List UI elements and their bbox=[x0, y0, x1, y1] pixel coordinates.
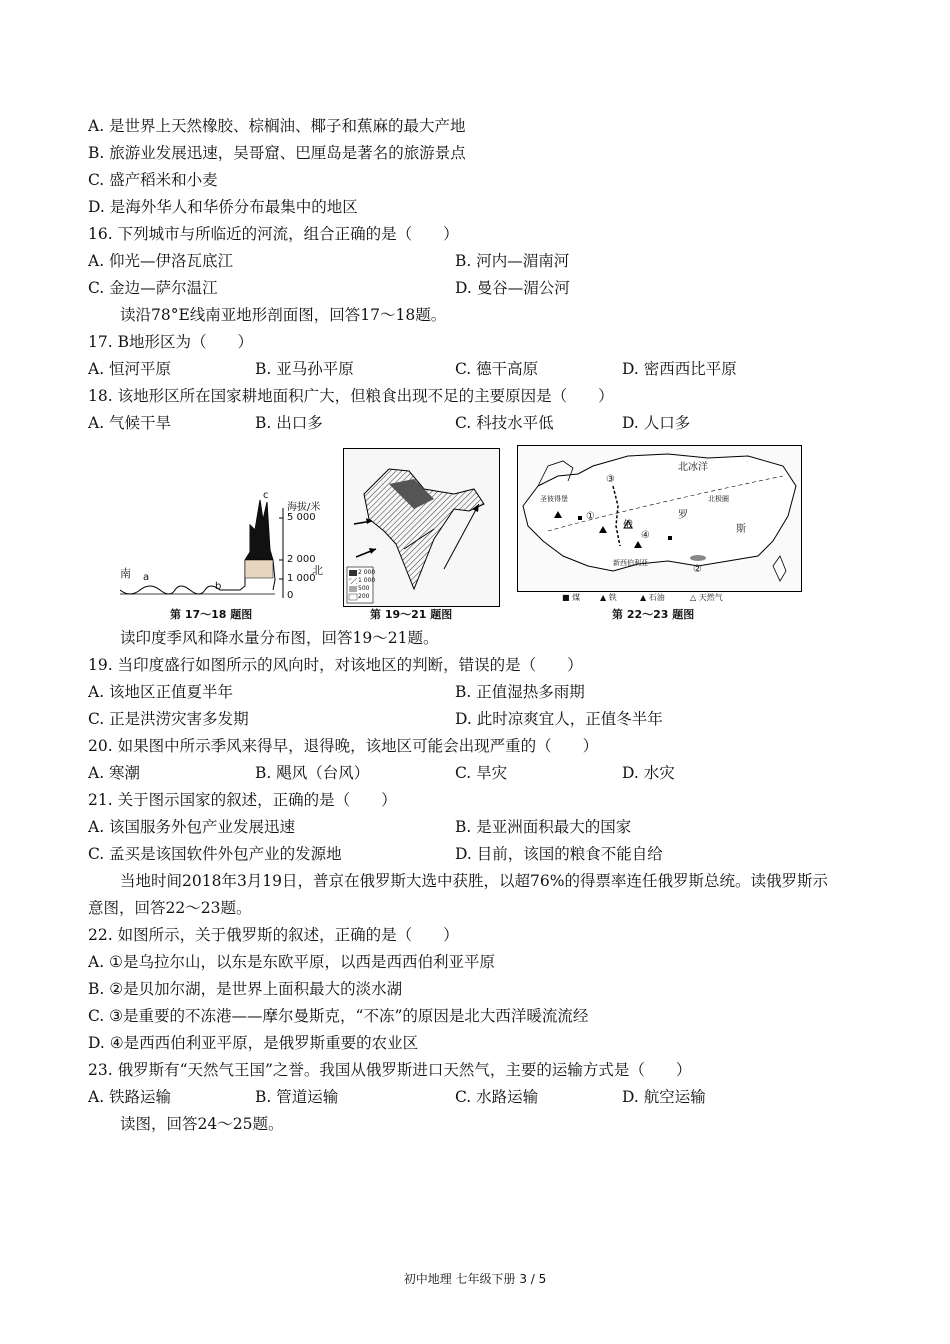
q23-option-a: A. 铁路运输 bbox=[88, 1088, 172, 1106]
label-c: c bbox=[263, 490, 269, 501]
tick-0: 0 bbox=[287, 590, 294, 601]
legend-coal: ■ 煤 bbox=[562, 593, 581, 602]
q23-option-d: D. 航空运输 bbox=[622, 1088, 706, 1106]
q22-option-b: B. ②是贝加尔湖，是世界上面积最大的淡水湖 bbox=[88, 980, 403, 998]
q20-option-d: D. 水灾 bbox=[622, 764, 675, 782]
q19-option-a: A. 该地区正值夏半年 bbox=[88, 683, 234, 701]
q23-stem: 23. 俄罗斯有“天然气王国”之誉。我国从俄罗斯进口天然气，主要的运输方式是（ ） bbox=[88, 1061, 692, 1079]
q19-option-c: C. 正是洪涝灾害多发期 bbox=[88, 710, 249, 728]
marker-4: ④ bbox=[641, 530, 650, 541]
russia-char-2: 罗 bbox=[678, 510, 688, 521]
legend-1000: 1 000 bbox=[358, 577, 376, 584]
q21-option-c: C. 孟买是该国软件外包产业的发源地 bbox=[88, 845, 342, 863]
q21-stem: 21. 关于图示国家的叙述，正确的是（ ） bbox=[88, 791, 397, 809]
page-footer: 初中地理 七年级下册 3 / 5 bbox=[403, 1272, 547, 1286]
q15-option-c: C. 盛产稻米和小麦 bbox=[88, 171, 218, 189]
q22-option-a: A. ①是乌拉尔山，以东是东欧平原，以西是西西伯利亚平原 bbox=[88, 953, 495, 971]
q23-option-b: B. 管道运输 bbox=[255, 1088, 339, 1106]
caption-22-23: 第 22～23 题图 bbox=[612, 608, 695, 621]
tick-1000: 1 000 bbox=[287, 573, 316, 584]
q16-option-d: D. 曼谷—湄公河 bbox=[455, 279, 570, 297]
q20-option-a: A. 寒潮 bbox=[88, 764, 141, 782]
q16-option-c: C. 金边—萨尔温江 bbox=[88, 279, 218, 297]
caption-19-21: 第 19～21 题图 bbox=[370, 608, 453, 621]
q18-option-a: A. 气候干旱 bbox=[88, 414, 172, 432]
south-label: 南 bbox=[120, 567, 131, 580]
q16-stem: 16. 下列城市与所临近的河流，组合正确的是（ ） bbox=[88, 225, 459, 243]
legend-2000: 2 000 bbox=[358, 569, 376, 576]
marker-2: ② bbox=[693, 564, 702, 575]
q22-option-d: D. ④是西西伯利亚平原，是俄罗斯重要的农业区 bbox=[88, 1034, 419, 1052]
q18-option-c: C. 科技水平低 bbox=[455, 414, 554, 432]
tick-5000: 5 000 bbox=[287, 512, 316, 523]
spb-label: 圣彼得堡 bbox=[540, 495, 568, 503]
q15-option-b: B. 旅游业发展迅速，吴哥窟、巴厘岛是著名的旅游景点 bbox=[88, 144, 466, 162]
q21-option-d: D. 目前，该国的粮食不能自给 bbox=[455, 845, 663, 863]
marker-1: ① bbox=[586, 511, 595, 522]
terrain-profile-figure bbox=[115, 490, 335, 605]
intro-24: 读图，回答24～25题。 bbox=[120, 1115, 284, 1133]
russia-map-graphic bbox=[518, 446, 801, 591]
q22-stem: 22. 如图所示，关于俄罗斯的叙述，正确的是（ ） bbox=[88, 926, 459, 944]
intro-19: 读印度季风和降水量分布图，回答19～21题。 bbox=[120, 629, 439, 647]
q17-option-b: B. 亚马孙平原 bbox=[255, 360, 354, 378]
q19-option-d: D. 此时凉爽宜人，正值冬半年 bbox=[455, 710, 663, 728]
legend-gas: △ 天然气 bbox=[690, 593, 723, 602]
label-b: b bbox=[215, 581, 222, 592]
q17-option-c: C. 德干高原 bbox=[455, 360, 539, 378]
marker-3: ③ bbox=[606, 474, 615, 485]
novosibirsk-label: 新西伯利亚 bbox=[613, 559, 648, 567]
north-label: 北 bbox=[312, 564, 323, 577]
arctic-circle-label: 北极圈 bbox=[708, 495, 729, 503]
q19-option-b: B. 正值湿热多雨期 bbox=[455, 683, 585, 701]
q20-option-b: B. 飓风（台风） bbox=[255, 764, 370, 782]
q18-option-b: B. 出口多 bbox=[255, 414, 323, 432]
q23-option-c: C. 水路运输 bbox=[455, 1088, 539, 1106]
legend-500: 500 bbox=[358, 585, 370, 592]
intro-22-line2: 意图，回答22～23题。 bbox=[88, 899, 252, 917]
q16-option-a: A. 仰光—伊洛瓦底江 bbox=[88, 252, 234, 270]
russia-map bbox=[517, 445, 802, 592]
legend-iron: ▲ 铁 bbox=[600, 593, 617, 602]
q17-option-d: D. 密西西比平原 bbox=[622, 360, 737, 378]
q16-option-b: B. 河内—湄南河 bbox=[455, 252, 570, 270]
y-axis-label: 海拔/米 bbox=[287, 502, 321, 513]
q19-stem: 19. 当印度盛行如图所示的风向时，对该地区的判断，错误的是（ ） bbox=[88, 656, 583, 674]
q15-option-d: D. 是海外华人和华侨分布最集中的地区 bbox=[88, 198, 358, 216]
q18-option-d: D. 人口多 bbox=[622, 414, 691, 432]
q21-option-a: A. 该国服务外包产业发展迅速 bbox=[88, 818, 296, 836]
q22-option-c: C. ③是重要的不冻港——摩尔曼斯克，“不冻”的原因是北大西洋暖流流经 bbox=[88, 1007, 589, 1025]
russia-char-3: 斯 bbox=[736, 524, 746, 535]
tick-2000: 2 000 bbox=[287, 554, 316, 565]
caption-17-18: 第 17～18 题图 bbox=[170, 608, 253, 621]
intro-17: 读沿78°E线南亚地形剖面图，回答17～18题。 bbox=[120, 306, 447, 324]
intro-22-line1: 当地时间2018年3月19日，普京在俄罗斯大选中获胜，以超76%的得票率连任俄罗斯总统。读俄罗斯示 bbox=[120, 872, 828, 890]
russia-char-1: 俄 bbox=[623, 520, 633, 531]
label-a: a bbox=[143, 572, 150, 583]
q18-stem: 18. 该地形区所在国家耕地面积广大，但粮食出现不足的主要原因是（ ） bbox=[88, 387, 614, 405]
q17-option-a: A. 恒河平原 bbox=[88, 360, 172, 378]
q20-option-c: C. 旱灾 bbox=[455, 764, 508, 782]
q21-option-b: B. 是亚洲面积最大的国家 bbox=[455, 818, 632, 836]
legend-oil: ▲ 石油 bbox=[640, 593, 665, 602]
arctic-ocean-label: 北冰洋 bbox=[678, 462, 708, 473]
q17-stem: 17. B地形区为（ ） bbox=[88, 333, 253, 351]
legend-200: 200 bbox=[358, 593, 370, 600]
q20-stem: 20. 如果图中所示季风来得早，退得晚，该地区可能会出现严重的（ ） bbox=[88, 737, 599, 755]
q15-option-a: A. 是世界上天然橡胶、棕榈油、椰子和蕉麻的最大产地 bbox=[88, 117, 466, 135]
india-monsoon-map bbox=[343, 448, 500, 607]
